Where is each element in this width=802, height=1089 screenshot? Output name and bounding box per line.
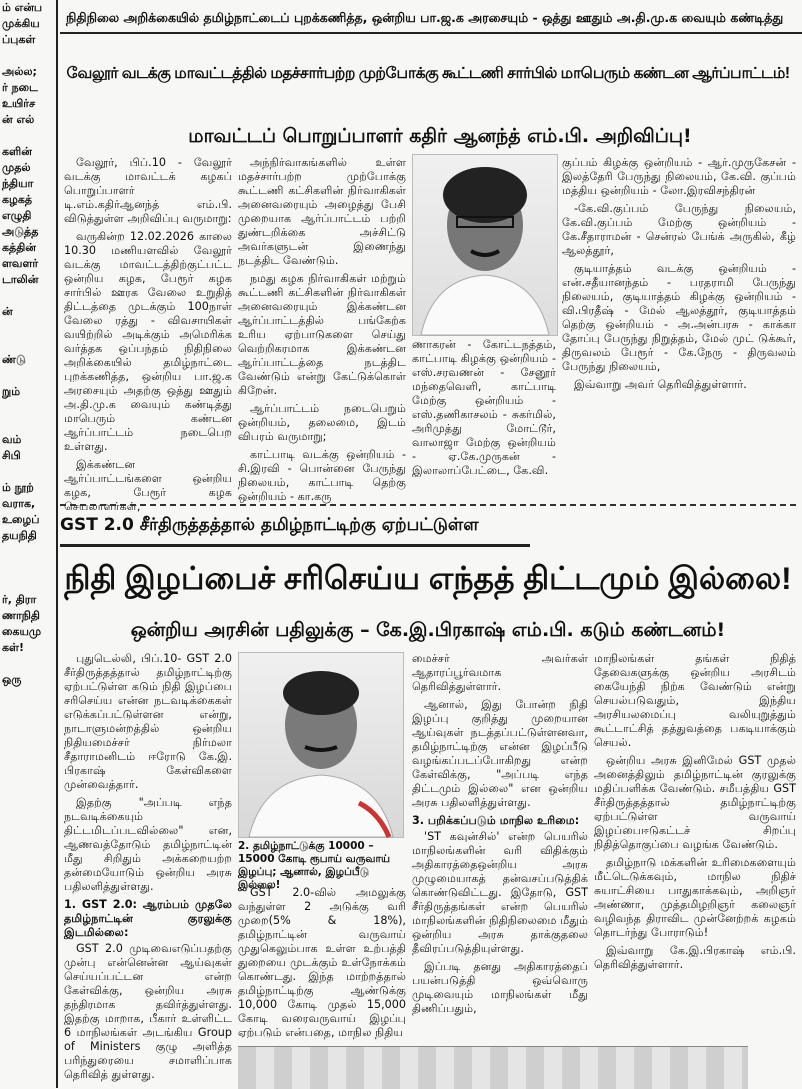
- paragraph: ஒன்றிய அரசு இனிமேல் GST முதல் அனைத்திலும் தமிழ்நாட்டின் குரலுக்கு மதிப்பளிக்க வேண்டும். சமீபத்திய GST சீர்திருத்தத்தால் தமிழ்நாட்டிற்கு ஏற்பட்டுள்ள வருவாய் இழப்பைஈடுகட்டச் சிறப்பு நிதித்தொகுப்பை வழங்க வேண்டும்.: [594, 754, 796, 851]
- story2-column-4: [594, 652, 796, 1044]
- paragraph: வேலூர், பிப்.10 - வேலூர் வடக்கு மாவட்டக் கழகப் பொறுப்பாளர் டி.எம்.கதிர்ஆனந்த் எம்.பி. விடுத்துள்ள அறிவிப்பு வருமாறு:: [64, 156, 232, 225]
- left-strip-line: கழகத்: [2, 193, 33, 206]
- section-heading: 3. பறிக்கப்படும் மாநில உரிமை:: [412, 814, 580, 827]
- left-strip-line: ப்புகள்: [2, 33, 36, 46]
- left-strip-line: [0, 416, 56, 432]
- left-strip-line: [0, 48, 56, 64]
- left-strip-line: வராக,: [2, 497, 36, 510]
- left-strip-line: உயிர்ச: [2, 97, 36, 110]
- left-strip-line: கத்தின்: [2, 241, 36, 254]
- left-strip-line: ர் நடை: [2, 81, 38, 94]
- paragraph: குடியாத்தம் வடக்கு ஒன்றியம் - என்.சதீயானந்தம் - பரதராமி பேருந்து நிலையம், குடியாத்தம் கிழக்கு ஒன்றியம் - வி.பிரதீஷ் - மேல் ஆலத்தூர், குடியாத்தம் தெற்கு ஒன்றியம் - அ.அன்பரசு - காக்கா தோப்பு பேருந்து நிறுத்தம், மேல் முட் டுக்கூர், திருவலம் பேரூர் - கே.நேரு - திருவலம் பேருந்து நிலையம்,: [562, 262, 796, 373]
- story1-column-2: [238, 156, 406, 502]
- paragraph: நமது கழக நிர்வாகிகள் மற்றும் கூட்டணி கட்சிகளின் நிர்வாகிகள் அனைவரையும் இக்கண்டன ஆர்ப்பாட்டத்தில் பங்கேற்க உரிய ஏற்பாடுகளை செய்து வெற்றிகரமாக இக்கண்டன ஆர்ப்பாட்டத்தை நடத்திட வேண்டும் என்று கேட்டுக்கொள் கிறேன்.: [238, 272, 406, 397]
- left-strip-line: ந்தியா: [2, 177, 34, 190]
- left-strip-line: ஒரு: [2, 673, 22, 686]
- left-strip-line: கையமு: [2, 625, 42, 638]
- paragraph: தமிழ்நாடு மக்களின் உரிமைகளையும் மீட்டெடுக்கவும், மாநில நிதிச் சுயாட்சியை பாதுகாக்கவும், அறிஞர் அண்ணா, முத்தமிழறிஞர் கலைஞர் வழிவந்த திராவிட முன்னேற்றக் கழகம் தொடர்ந்து போராடும்!: [594, 856, 796, 939]
- story1-headline: வேலூர் வடக்கு மாவட்டத்தில் மதச்சார்பற்ற முற்போக்கு கூட்டணி சார்பில் மாபெரும் கண்டன ஆர்ப்பாட்டம்!: [66, 65, 790, 82]
- left-strip-line: [0, 400, 56, 416]
- left-strip-line: முதல்: [2, 161, 31, 174]
- left-strip-line: [0, 544, 56, 560]
- left-strip-line: அல்ல;: [2, 65, 37, 78]
- left-strip-line: [0, 320, 56, 336]
- left-strip-line: களின்: [2, 145, 32, 158]
- left-strip-line: ம் நூற்: [2, 481, 34, 494]
- left-strip-line: ம் என்ப: [2, 1, 43, 14]
- left-strip-line: உழைப்: [2, 513, 40, 526]
- story1-column-3: [412, 338, 556, 502]
- left-strip-line: வம்: [2, 433, 22, 446]
- left-strip-line: ணாநிதி: [2, 609, 40, 622]
- left-strip-line: [0, 464, 56, 480]
- left-strip-line: [0, 576, 56, 592]
- paragraph: மாநிலங்கள் தங்கள் நிதித் தேவைகளுக்கு ஒன்றிய அரசிடம் கையேந்தி நிற்க வேண்டும் என்று செயல்படுவதும், இந்திய அரசியலமைப்பு வலியுறுத்தும் கூட்டாட்சித் தத்துவத்தை பகடியாக்கும் செயல்.: [594, 652, 796, 749]
- left-strip-line: ன் எல்: [2, 113, 35, 126]
- paragraph: வருகின்ற 12.02.2026 காலை 10.30 மணியளவில் வேலூர் வடக்கு மாவட்டத்திற்குட்பட்ட ஒன்றிய கழக, பேரூர் கழக சார்பில் ஊரக வேலை உறுதித் திட்டத்தை முடக்கும் 100நாள் வேலை ரத்து - விவசாயிகள் வயிற்றில் அடிக்கும் அமெரிக்க வர்த்தக ஒப்பந்தம் நிதிநிலை அறிக்கையில் தமிழ்நாட்டை புறக்கணித்த, ஒன்றிய பா.ஜ.க அரசையும் அதற்கு ஒத்து ஊதும் அ.தி.மு.க வையும் கண்டித்து மாபெரும் கண்டன ஆர்ப்பாட்டம் நடைபெற உள்ளது.: [64, 230, 232, 453]
- left-strip-line: [0, 128, 56, 144]
- story2-headline: நிதி இழப்பைச் சரிசெய்ய எந்தத் திட்டமும் இல்லை!: [64, 560, 792, 596]
- section-heading: 1. GST 2.0: ஆரம்பம் முதலே தமிழ்நாட்டின் குரலுக்கு இடமில்லை:: [64, 898, 232, 939]
- story1-column-1: [64, 156, 232, 513]
- paragraph: GST 2.0-வில் அமலுக்கு வந்துள்ள 2 அடுக்கு வரி முறை(5% & 18%), தமிழ்நாட்டின் வருவாய் முதுகெலும்பாக உள்ள உற்பத்தி துறையை முடக்கும் உள்நோக்கம் கொண்டது. இந்த மாற்றத்தால் தமிழ்நாட்டிற்கு ஆண்டுக்கு 10,000 கோடி முதல் 15,000 கோடி வரைவருவாய் இழப்பு ஏற்படும் என்பதை, மாநில நிதிய: [238, 886, 406, 1039]
- story1-column-4: [562, 156, 796, 502]
- left-strip-line: ன்: [2, 305, 13, 318]
- paragraph: இக்கண்டன ஆர்ப்பாட்டங்களை ஒன்றிய கழக, பேரூர் கழக செயலாளர்கள்,: [64, 458, 232, 513]
- story2-subheadline: ஒன்றிய அரசின் பதிலுக்கு – கே.இ.பிரகாஷ் எம்.பி. கடும் கண்டனம்!: [130, 619, 726, 641]
- paragraph: அந்நிர்வாகங்களில் உள்ள மதச்சார்பற்ற முற்போக்கு கூட்டணி கட்சிகளின் நிர்வாகிகள் அனைவரையும் அழைத்து பேசி முறையாக ஆர்ப்பாட்டம் பற்றி துண்டறிக்கை அச்சிட்டு அவர்களுடன் இணைந்து நடத்திட வேண்டும்.: [238, 156, 406, 267]
- paragraph: ஆனால், இது போன்ற நிதி இழப்பு குறித்து முறையான ஆய்வுகள் நடத்தப்பட்டுள்ளனவா, தமிழ்நாட்டிற்கு என்ன இழப்பீடு வழங்கப்படப்போகிறது என்ற கேள்விக்கு, "அப்படி எந்த திட்டமும் இல்லை" என ஒன்றிய அரசு பதிலளித்துள்ளது.: [412, 698, 588, 809]
- left-strip-line: [0, 288, 56, 304]
- left-strip-line: எழுதி: [2, 209, 32, 222]
- paragraph: இதற்கு "அப்படி எந்த நடவடிக்கையும் திட்டமிடப்படவில்லை" என, ஆணவத்தோடும் தமிழ்நாட்டின் மீது சிறிதும் அக்கறையற்ற தன்மையோடும் ஒன்றிய அரசு பதிலளித்துள்ளது.: [64, 796, 232, 893]
- section-divider: [60, 504, 796, 506]
- paragraph: 'ST கவுன்சில்' என்ற பெயரில் மாநிலங்களின் வரி விதிக்கும் அதிகாரத்தைஒன்றிய அரசு முழுமையாகத் தன்வசப்படுத்திக் கொண்டுவிட்டது. இதோடு, GST சீர்திருத்தங்கள் என்ற பெயரில் மாநிலங்களின் நிதிநிலைமை மீதும் ஒன்றிய அரசு தாக்குதலை தீவிரப்படுத்தியுள்ளது.: [412, 830, 588, 955]
- paragraph: இப்படி தனது அதிகாரத்தைப் பயன்படுத்தி ஒவ்வொரு முடிவையும் மாநிலங்கள் மீது திணிப்பதும்,: [412, 960, 588, 1015]
- paragraph: ஆர்ப்பாட்டம் நடைபெறும் ஒன்றியம், தலைமை, இடம் விபரம் வருமாறு;: [238, 402, 406, 443]
- paragraph: -கே.வி.குப்பம் பேருந்து நிலையம், கே.வி.குப்பம் மேற்கு ஒன்றியம் - கே.சீதாராமன் - சென்ரல் பேங்க் அருகில், கீழ் ஆலத்தூர்,: [562, 202, 796, 257]
- left-strip-line: தயநிதி: [2, 529, 37, 542]
- story2-kicker: GST 2.0 சீர்திருத்தத்தால் தமிழ்நாட்டிற்கு ஏற்பட்டுள்ள: [60, 510, 530, 547]
- left-strip-line: சிபி: [2, 449, 21, 462]
- story2-column-3: [412, 652, 588, 1044]
- left-strip-line: முக்கிய: [2, 17, 40, 30]
- left-strip-line: அடுத்த: [2, 225, 39, 238]
- portrait-icon: [413, 155, 557, 335]
- main-area: [60, 0, 800, 1088]
- story1-subheadline: மாவட்டப் பொறுப்பாளர் கதிர் ஆனந்த் எம்.பி. அறிவிப்பு!: [188, 125, 692, 147]
- top-strapline: நிதிநிலை அறிக்கையில் தமிழ்நாட்டைப் புறக்கணித்த, ஒன்றிய பா.ஜ.க அரசையும் - ஒத்து ஊதும் அ.தி.மு.க வையும் கண்டித்து: [60, 4, 802, 34]
- paragraph: ணாகரன் - கோட்டநத்தம், காட்பாடி கிழக்கு ஒன்றியம் - எஸ்.சரவணன் - சேனூர் மந்தைவெளி, காட்பாடி மேற்கு ஒன்றியம் - எஸ்.தணிகாசலம் - சுகர்மில், அரிமுத்து மோட்டூர், வாலாஜா மேற்கு ஒன்றியம் - ஏ.கே.முருகன் - இலாலாப்பேட்டை, கே.வி.: [412, 338, 556, 477]
- left-column-strip: [0, 0, 58, 1088]
- left-strip-line: றும்: [2, 385, 21, 398]
- paragraph: காட்பாடி வடக்கு ஒன்றியம் - சி.இரவி - பொன்னை பேருந்து நிலையம், காட்பாடி தெற்கு ஒன்றியம் - கா.கரு: [238, 448, 406, 503]
- left-strip-line: [0, 656, 56, 672]
- portrait-icon: [239, 653, 403, 837]
- left-strip-line: ளவளர்: [2, 257, 39, 270]
- left-strip-line: ர், திரா: [2, 593, 37, 606]
- bottom-photo-strip: [238, 1046, 748, 1089]
- story2-column-1: [64, 652, 232, 1088]
- left-strip-line: [0, 336, 56, 352]
- left-strip-line: ண்டு: [2, 353, 26, 366]
- left-strip-line: [0, 368, 56, 384]
- paragraph: GST 2.0 முடிவைஎடுப்பதற்கு முன்பு என்னென்ன ஆய்வுகள் செய்யப்பட்டன என்ற கேள்விக்கு, ஒன்றிய அரசு தந்திரமாக தவிர்த்துள்ளது. இதற்கு மாறாக, பீகார் உள்ளிட்ட 6 மாநிலங்கள் அடங்கிய Group of Ministers குழு அளித்த பரிந்துரையை சமாளிப்பாக தெரிவித் துள்ளது.: [64, 942, 232, 1081]
- left-strip-line: கள்!: [2, 641, 24, 654]
- left-strip-line: [0, 560, 56, 576]
- kathir-anand-photo: [412, 154, 558, 336]
- photo-caption: 2. தமிழ்நாட்டுக்கு 10000 – 15000 கோடி ரூபாய் வருவாய் இழப்பு; ஆனால், இழப்பீடு இல்லை!: [238, 840, 390, 891]
- left-strip-line: டாலின்: [2, 273, 39, 286]
- ke-prakash-photo: [238, 652, 404, 838]
- story2-column-2: [238, 886, 406, 1044]
- paragraph: இவ்வாறு அவர் தெரிவித்துள்ளார்.: [574, 378, 747, 391]
- paragraph: மைச்சர் அவர்கள் ஆதாரப்பூர்வமாக தெரிவித்துள்ளார்.: [412, 652, 588, 693]
- paragraph: இவ்வாறு கே.இ.பிரகாஷ் எம்.பி. தெரிவித்துள்ளார்.: [594, 944, 796, 971]
- paragraph: குப்பம் கிழக்கு ஒன்றியம் - ஆர்.முருகேசன் - இலத்தேரி பேருந்து நிலையம், கே.வி. குப்பம் மத்திய ஒன்றியம் - லோ.இரவிசந்திரன்: [562, 156, 796, 197]
- paragraph: புதுடெல்லி, பிப்.10- GST 2.0 சீர்திருத்தத்தால் தமிழ்நாட்டிற்கு ஏற்பட்டுள்ள கடும் நிதி இழப்பை சரிசெய்ய என்ன நடவடிக்கைகள் எடுக்கப்பட்டுள்ளன என்று, நாடாளுமன்றத்தில் ஒன்றிய நிதியமைச்சர் நிர்மலா சீதாராமனிடம் ஈரோடு கே.இ. பிரகாஷ் கேள்விகளை முன்வைத்தார்.: [64, 652, 232, 791]
